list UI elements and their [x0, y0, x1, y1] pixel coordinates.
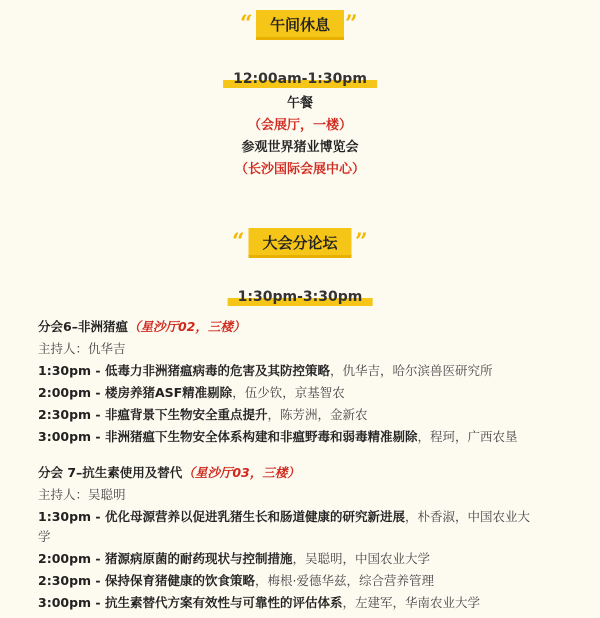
session7-talk-1	[38, 508, 530, 526]
talk-time: 1:30pm -	[38, 363, 105, 378]
talk-speaker: ，吴聪明，中国农业大学	[292, 551, 430, 566]
talk-time: 1:30pm -	[38, 509, 105, 524]
talk-speaker: ，程珂，广西农垦	[417, 429, 518, 444]
talk-time: 2:30pm -	[38, 407, 105, 422]
talk-time: 2:00pm -	[38, 385, 105, 400]
lunch-line-1: 午餐	[286, 96, 313, 111]
lunch-line-3: 参观世界猪业博览会	[241, 140, 359, 155]
talk-title: 优化母源营养以促进乳猪生长和肠道健康的研究新进展	[104, 509, 405, 524]
session7-name: 分会 7–抗生素使用及替代	[38, 465, 183, 480]
talk-time: 2:00pm -	[38, 551, 105, 566]
talk-title: 楼房养猪ASF精准剔除	[104, 385, 233, 400]
session7-talk-2	[38, 550, 430, 568]
session7-talk-3	[38, 572, 434, 590]
talk-title: 非瘟背景下生物安全重点提升	[104, 407, 268, 422]
session6-title	[38, 318, 245, 336]
session6-talk-2	[38, 384, 345, 402]
talk-title: 保持保育猪健康的饮食策略	[104, 573, 255, 588]
session6-host: 主持人：仇华吉	[38, 341, 126, 356]
talk-title: 猪源病原菌的耐药现状与控制措施	[104, 551, 293, 566]
session7-location: （星沙厅03，三楼）	[182, 465, 300, 480]
talk-title: 低毒力非洲猪瘟病毒的危害及其防控策略	[104, 363, 330, 378]
talk-speaker: ，朴香淑，中国农业大	[404, 509, 530, 524]
lunch-time: 12:00am-1:30pm	[233, 71, 367, 87]
talk-speaker: ，仇华吉，哈尔滨兽医研究所	[329, 363, 493, 378]
session6-location: （星沙厅02，三楼）	[127, 319, 246, 334]
talk-speaker: ，伍少钦，京基智农	[232, 385, 345, 400]
talk-time: 3:00pm -	[38, 429, 105, 444]
talk-speaker: ，左建军，华南农业大学	[342, 595, 480, 610]
lunch-banner-label: 午间休息	[256, 10, 344, 40]
lunch-time-bar	[223, 68, 377, 88]
talk-speaker-wrap: 学	[38, 529, 51, 544]
session7-talk-4	[38, 594, 480, 612]
session6-talk-3	[38, 406, 368, 424]
lunch-line-2: （会展厅，一楼）	[247, 118, 352, 133]
session6-talk-1	[38, 362, 493, 380]
talk-title: 抗生素替代方案有效性与可靠性的评估体系	[104, 595, 343, 610]
forum-time-bar	[228, 286, 373, 306]
lunch-banner	[0, 10, 600, 44]
session7-talk-1-wrap	[38, 528, 51, 546]
session6-name: 分会6–非洲猪瘟	[38, 319, 128, 334]
session7-title	[38, 464, 300, 482]
talk-title: 非洲猪瘟下生物安全体系构建和非瘟野毒和弱毒精准剔除	[104, 429, 418, 444]
talk-time: 3:00pm -	[38, 595, 105, 610]
forum-time: 1:30pm-3:30pm	[237, 289, 363, 305]
session7-host: 主持人：吴聪明	[38, 487, 126, 502]
lunch-line-4: （长沙国际会展中心）	[234, 162, 365, 177]
forum-banner-label: 大会分论坛	[248, 228, 351, 258]
talk-speaker: ，梅根·爱德华兹，综合营养管理	[254, 573, 434, 588]
talk-time: 2:30pm -	[38, 573, 105, 588]
close-quote-mark: ”	[345, 11, 358, 37]
open-quote-mark: “	[232, 229, 245, 255]
open-quote-mark: “	[240, 11, 253, 37]
forum-banner	[0, 228, 600, 262]
close-quote-mark: ”	[355, 229, 368, 255]
talk-speaker: ，陈芳洲，金新农	[267, 407, 368, 422]
session6-talk-4	[38, 428, 518, 446]
